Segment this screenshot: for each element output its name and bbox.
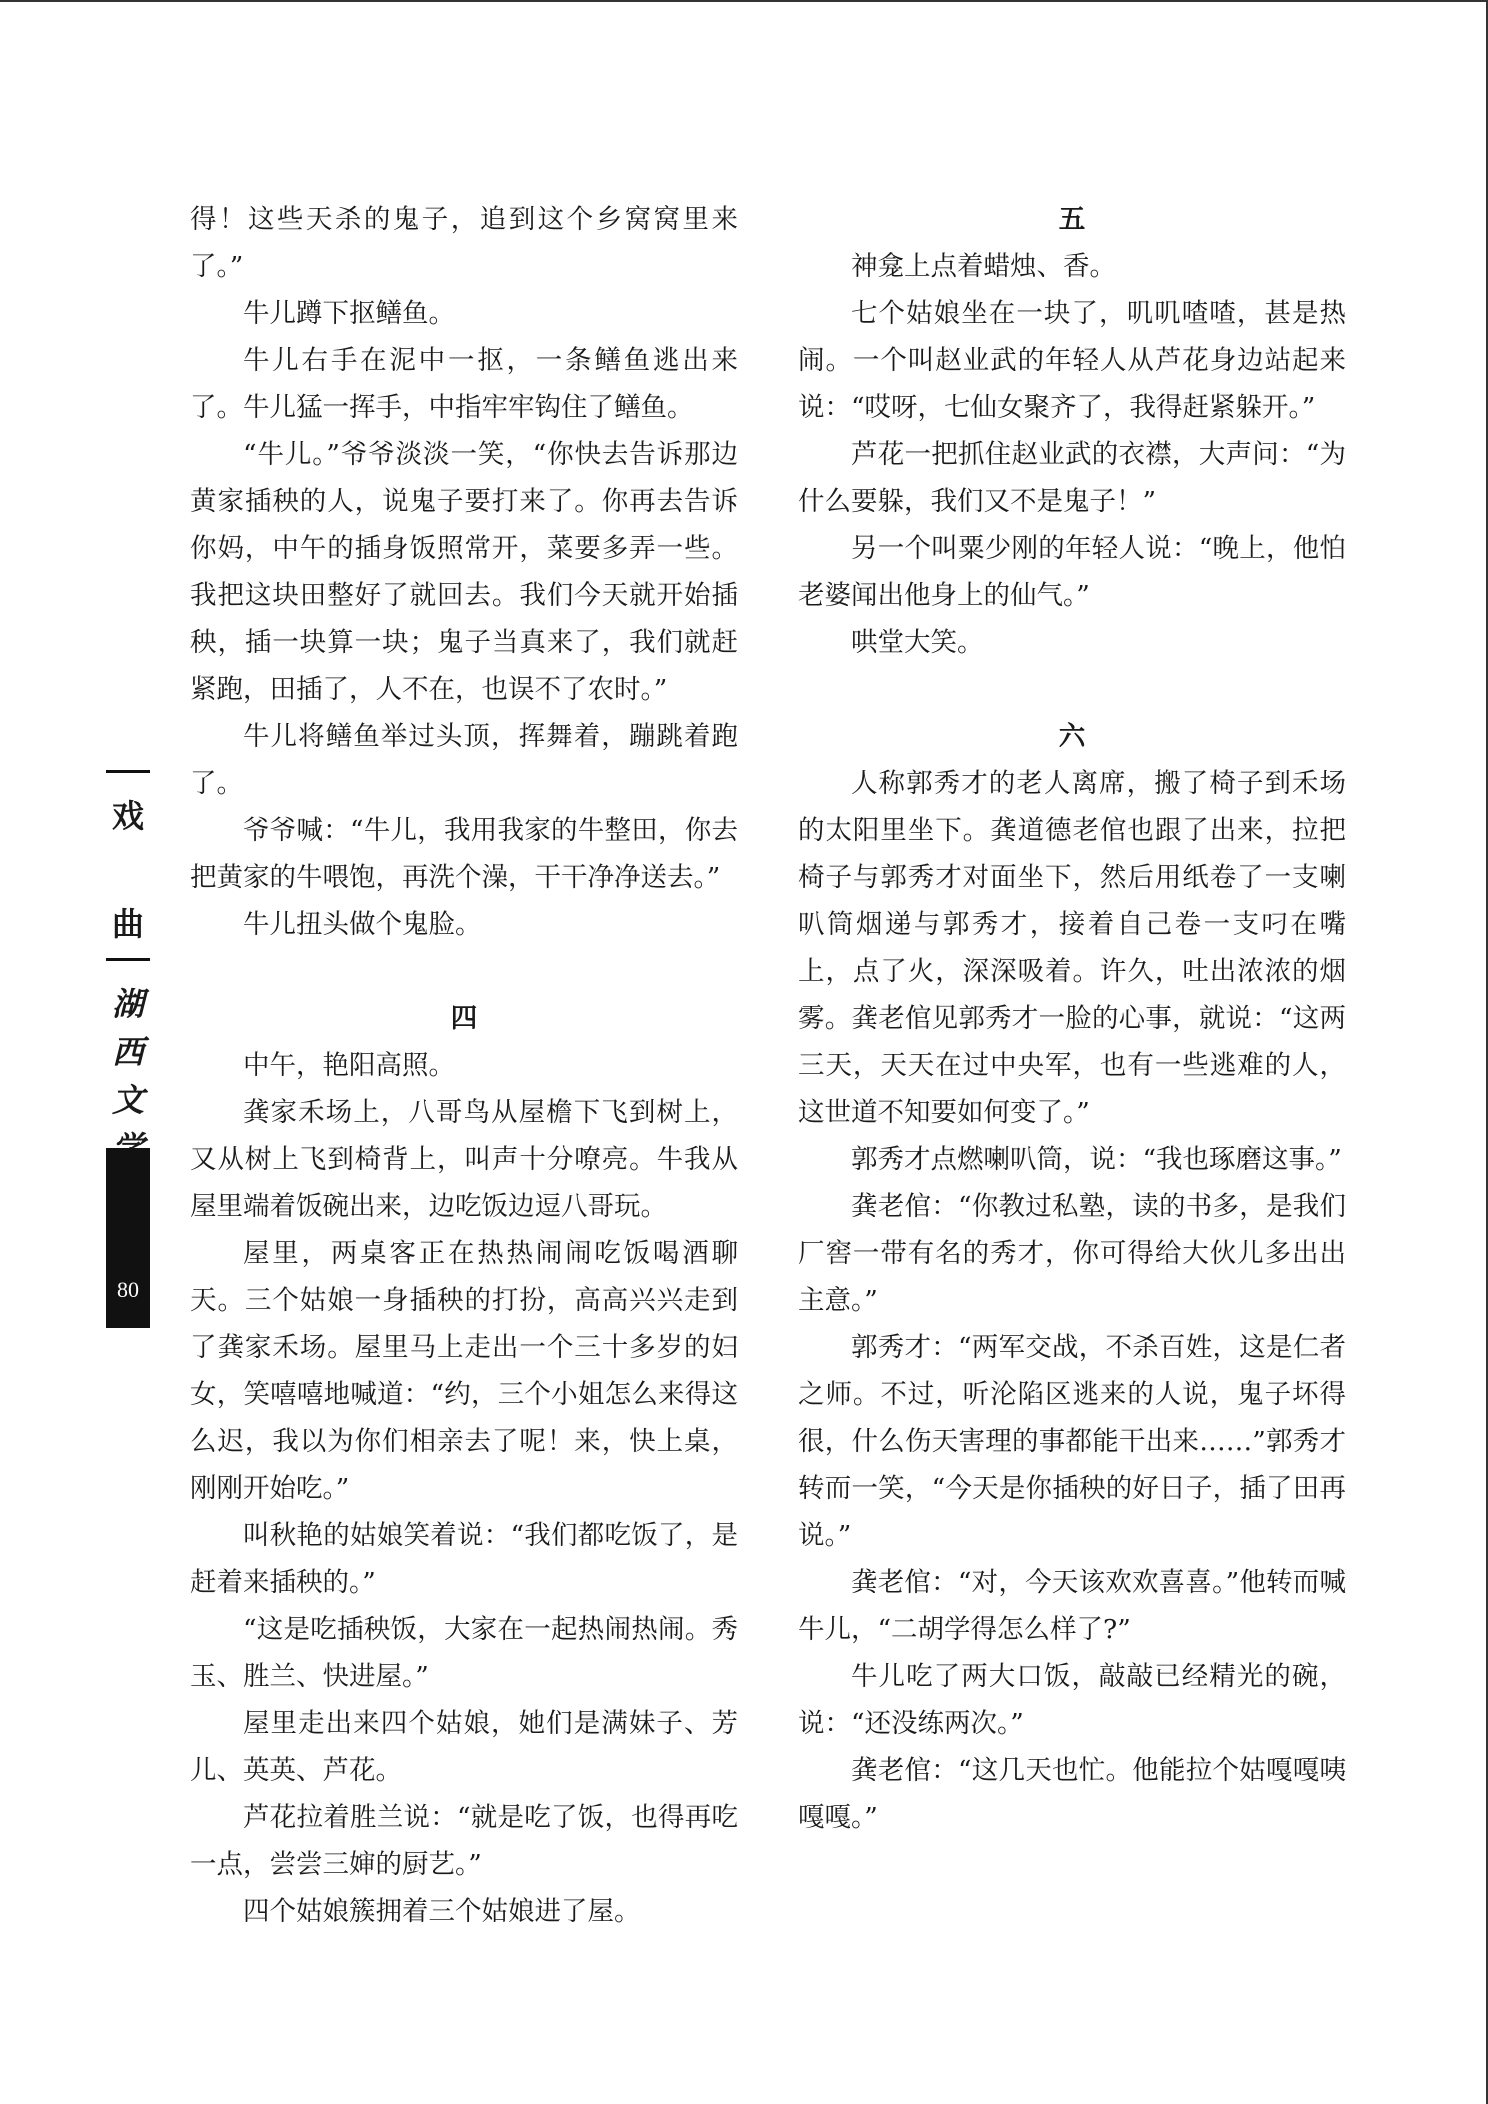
paragraph: 芦花一把抓住赵业武的衣襟，大声问：“为什么要躲，我们又不是鬼子！” [798,439,1346,517]
section-gap [798,666,1346,713]
paragraph: 牛儿扭头做个鬼脸。 [243,909,482,940]
magazine-logo [106,980,150,1175]
paragraph: 龚老倌：“对，今天该欢欢喜喜。”他转而喊牛儿，“二胡学得怎么样了?” [798,1567,1346,1645]
section-label-char-2: 曲 [111,905,144,943]
sidebar-rule-top [106,770,150,773]
left-text-column [190,196,738,1935]
logo-char-2: 西 [111,1033,144,1071]
paragraph: 龚老倌：“这几天也忙。他能拉个姑嘎嘎咦嘎嘎。” [798,1755,1346,1833]
paragraph: 神龛上点着蜡烛、香。 [851,251,1116,282]
section-heading-6: 六 [1058,721,1086,752]
paragraph: 得！这些天杀的鬼子，追到这个乡窝窝里来了。” [190,204,738,282]
paragraph: “这是吃插秧饭，大家在一起热闹热闹。秀玉、胜兰、快进屋。” [190,1614,738,1692]
paragraph: “牛儿。”爷爷淡淡一笑，“你快去告诉那边黄家插秧的人，说鬼子要打来了。你再去告诉你妈，中午的插身饭照常开，菜要多弄一些。我把这块田整好了就回去。我们今天就开始插秧，插一块算一块；鬼子当真来了，我们就赶紧跑，田插了，人不在，也误不了农时。” [190,439,738,705]
paragraph: 爷爷喊：“牛儿，我用我家的牛整田，你去把黄家的牛喂饱，再洗个澡，干干净净送去。” [190,815,738,893]
logo-char-3: 文 [111,1081,144,1119]
paragraph: 牛儿蹲下抠鳝鱼。 [243,298,455,329]
paragraph: 哄堂大笑。 [851,627,984,658]
section-heading-5: 五 [1058,204,1086,235]
section-gap [190,948,738,995]
paragraph: 龚家禾场上，八哥鸟从屋檐下飞到树上，又从树上飞到椅背上，叫声十分嘹亮。牛我从屋里端着饭碗出来，边吃饭边逗八哥玩。 [190,1097,738,1222]
paragraph: 芦花拉着胜兰说：“就是吃了饭，也得再吃一点，尝尝三婶的厨艺。” [190,1802,738,1880]
paragraph: 郭秀才点燃喇叭筒，说：“我也琢磨这事。” [851,1144,1342,1175]
paragraph: 牛儿将鳝鱼举过头顶，挥舞着，蹦跳着跑了。 [190,721,738,799]
paragraph: 牛儿右手在泥中一抠，一条鳝鱼逃出来了。牛儿猛一挥手，中指牢牢钩住了鳝鱼。 [190,345,738,423]
logo-char-1: 湖 [111,985,144,1023]
page-number: 80 [117,1277,139,1302]
paragraph: 另一个叫粟少刚的年轻人说：“晚上，他怕老婆闻出他身上的仙气。” [798,533,1346,611]
paragraph: 人称郭秀才的老人离席，搬了椅子到禾场的太阳里坐下。龚道德老倌也跟了出来，拉把椅子与郭秀才对面坐下，然后用纸卷了一支喇叭筒烟递与郭秀才，接着自己卷一支叼在嘴上，点了火，深深吸着。许久，吐出浓浓的烟雾。龚老倌见郭秀才一脸的心事，就说：“这两三天，天天在过中央军，也有一些逃难的人，这世道不知要如何变了。” [798,768,1346,1128]
paragraph: 龚老倌：“你教过私塾，读的书多，是我们厂窖一带有名的秀才，你可得给大伙儿多出出主意。” [798,1191,1346,1316]
sidebar-rule-middle [106,958,150,961]
page-number-box [106,1148,150,1328]
right-text-column [798,196,1346,1841]
paragraph: 叫秋艳的姑娘笑着说：“我们都吃饭了，是赶着来插秧的。” [190,1520,738,1598]
page-border-top [0,0,1488,2]
paragraph: 牛儿吃了两大口饭，敲敲已经精光的碗，说：“还没练两次。” [798,1661,1346,1739]
paragraph: 中午，艳阳高照。 [243,1050,455,1081]
paragraph: 四个姑娘簇拥着三个姑娘进了屋。 [243,1896,641,1927]
paragraph: 屋里，两桌客正在热热闹闹吃饭喝酒聊天。三个姑娘一身插秧的打扮，高高兴兴走到了龚家禾场。屋里马上走出一个三十多岁的妇女，笑嘻嘻地喊道：“约，三个小姐怎么来得这么迟，我以为你们相亲去了呢！来，快上桌，刚刚开始吃。” [190,1238,738,1504]
paragraph: 七个姑娘坐在一块了，叽叽喳喳，甚是热闹。一个叫赵业武的年轻人从芦花身边站起来说：“哎呀，七仙女聚齐了，我得赶紧躲开。” [798,298,1346,423]
paragraph: 屋里走出来四个姑娘，她们是满妹子、芳儿、英英、芦花。 [190,1708,738,1786]
paragraph: 郭秀才：“两军交战，不杀百姓，这是仁者之师。不过，听沦陷区逃来的人说，鬼子坏得很，什么伤天害理的事都能干出来……”郭秀才转而一笑，“今天是你插秧的好日子，插了田再说。” [798,1332,1346,1551]
section-label-char-1: 戏 [111,797,144,835]
section-heading-4: 四 [450,1003,478,1034]
